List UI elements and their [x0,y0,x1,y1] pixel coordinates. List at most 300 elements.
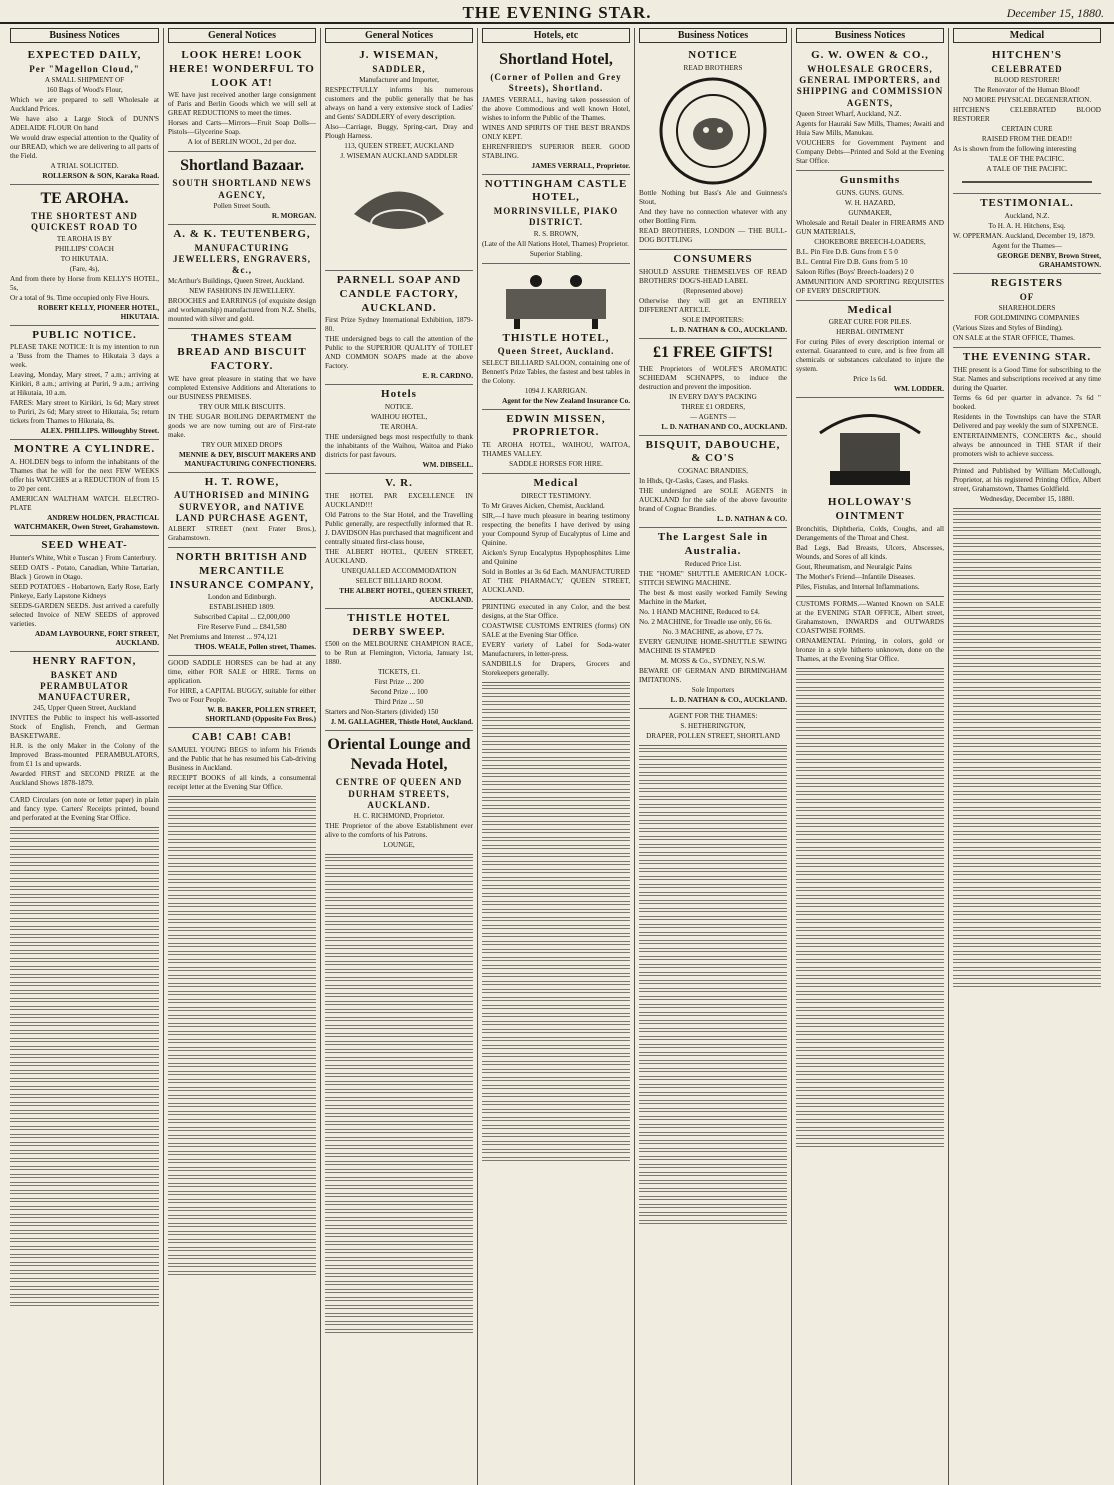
column-header: General Notices [168,28,316,43]
fine-print-texture [10,1190,159,1196]
advertisement [168,473,316,549]
fine-print-texture [325,1217,473,1223]
fine-print-texture [482,941,630,947]
advertisement [482,46,630,175]
ad-text: READ BROTHERS, LONDON — THE BULL-DOG BOTTLING [639,226,787,244]
ad-heading: NORTH BRITISH AND MERCANTILE INSURANCE COMPANY, [169,551,315,591]
advertisement [168,728,316,797]
newspaper-title: THE EVENING STAR. [462,3,652,22]
fine-print-texture [168,1023,316,1029]
fine-print-texture [325,937,473,943]
fine-print-texture [168,1223,316,1229]
fine-print-texture [168,1239,316,1245]
ad-text: We have also a Large Stock of DUNN'S ADELAIDE FLOUR On hand [10,115,159,132]
fine-print-texture [796,791,944,797]
ad-text: ON SALE at the STAR OFFICE, Thames. [953,333,1075,342]
fine-print-texture [796,807,944,813]
fine-print-texture [10,1222,159,1228]
fine-print-texture [953,543,1101,549]
fine-print-texture [639,1084,787,1090]
ad-text: GOOD SADDLE HORSES can be had at any time, either FOR SALE or HIRE. Terms on application. [168,659,316,686]
advertisement [953,194,1101,274]
ad-text: THE present is a Good Time for subscribing to the Star. Names and subscriptions received at any time during the Quarter. [953,365,1101,392]
ad-text: No. 2 MACHINE, for Treadle use only, £6 6s. [639,617,772,626]
column-header: Business Notices [639,28,787,43]
ad-text: TRY OUR MILK BISCUITS. [198,402,286,411]
fine-print-texture [168,1103,316,1109]
fine-print-texture [953,719,1101,725]
fine-print-texture [168,1039,316,1045]
ad-text: R. S. BROWN, [533,229,579,238]
ad-text: SHOULD ASSURE THEMSELVES OF READ BROTHERS' DOG'S-HEAD LABEL [639,267,787,285]
fine-print-texture [953,863,1101,869]
fine-print-texture [639,988,787,994]
advertisement [639,46,787,250]
advertisement [325,731,473,855]
ad-text: 160 Bags of Wood's Flour, [46,86,123,94]
ad-text: Awarded FIRST and SECOND PRIZE at the Auckland Shows 1878-1879. [10,770,159,788]
fine-print-texture [953,911,1101,917]
fine-print-texture [953,735,1101,741]
fine-print-texture [325,921,473,927]
fine-print-texture [168,1175,316,1181]
fine-print-texture [639,1116,787,1122]
fine-print-texture [168,831,316,837]
fine-print-texture [953,575,1101,581]
fine-print-texture [325,1137,473,1143]
ad-text: COASTWISE CUSTOMS ENTRIES (forms) ON SALE at the Evening Star Office. [482,621,630,639]
ad-text: EVERY variety of Label for Soda-water Manufacturers, in letter-press. [482,640,630,658]
fine-print-texture [953,927,1101,933]
fine-print-texture [168,847,316,853]
ad-heading: V. R. [385,477,413,489]
fine-print-texture [482,1077,630,1083]
fine-print-texture [953,959,1101,965]
ad-text: And from there by Horse from KELLY'S HOTEL, 5s, [10,274,159,292]
fine-print-texture [482,1093,630,1099]
ad-heading: THE EVENING STAR. [962,350,1092,363]
fine-print-texture [10,870,159,876]
ad-text: WE have great pleasure in stating that we have completed Extensive Additions and Alterations to our BUSINESS PREMISES. [168,374,316,401]
fine-print-texture [796,863,944,869]
fine-print-texture [325,961,473,967]
fine-print-texture [482,717,630,723]
fine-print-texture [168,1271,316,1277]
fine-print-texture [325,1209,473,1215]
fine-print-texture [639,1044,787,1050]
fine-print-texture [639,780,787,786]
ad-text: The Renovator of the Human Blood! [974,86,1080,94]
fine-print-texture [10,1006,159,1012]
fine-print-texture [953,943,1101,949]
fine-print-texture [10,1110,159,1116]
fine-print-texture [10,1198,159,1204]
ad-text: For curing Piles of every description internal or external. Guaranteed to cure, and is free from all chemicals or substances calculated to injure the system. [796,338,944,374]
advertisement [953,464,1101,509]
fine-print-texture [168,967,316,973]
fine-print-texture [10,838,159,844]
fine-print-texture [639,940,787,946]
fine-print-texture [10,934,159,940]
fine-print-texture [953,831,1101,837]
ad-text: Residents in the Townships can have the STAR Delivered and pay weekly the sum of SIXPENCE. [953,412,1101,430]
fine-print-texture [168,799,316,805]
ad-signature: JAMES VERRALL, Proprietor. [531,161,630,170]
ad-signature: ROLLERSON & SON, Karaka Road. [42,172,159,180]
advertisement [482,175,630,264]
fine-print-texture [639,844,787,850]
fine-print-texture [639,1100,787,1106]
ad-text: NOTICE. [384,403,414,411]
fine-print-texture [953,535,1101,541]
fine-print-texture [482,861,630,867]
ad-text: Or a total of 9s. Time occupied only Five Hours. [10,293,150,302]
fine-print-texture [953,775,1101,781]
ad-heading: The Largest Sale in Australia. [657,531,769,557]
fine-print-texture [482,989,630,995]
ad-text: (Represented above) [683,286,743,295]
billiard-table-icon [496,269,616,329]
fine-print-texture [168,1087,316,1093]
ad-text: UNEQUALLED ACCOMMODATION [341,566,457,575]
ad-signature: L. D. NATHAN & CO., AUCKLAND. [670,695,787,704]
ad-text: First Prize Sydney International Exhibition, 1879-80. [325,316,473,334]
fine-print-texture [796,727,944,733]
fine-print-texture [10,886,159,892]
fine-print-texture [953,759,1101,765]
fine-print-texture [639,996,787,1002]
fine-print-texture [10,926,159,932]
ad-heading: TE AROHA. [40,190,129,207]
fine-print-texture [325,1145,473,1151]
ad-text: Old Patrons to the Star Hotel, and the Travelling Public generally, are respectfully informed that R. J. DAVIDSON Has purchased that magnificent and centrally situated first-class house, [325,510,473,546]
fine-print-texture [168,919,316,925]
fine-print-texture [325,953,473,959]
ad-heading: Hotels [381,388,417,401]
fine-print-texture [482,1117,630,1123]
ad-text: JAMES VERRALL, having taken possession of the above Commodious and well known Hotel, wishes to inform the Public of the Thames. [482,95,630,122]
fine-print-texture [325,1009,473,1015]
fine-print-texture [953,591,1101,597]
ad-text: SADDLE HORSES FOR HIRE. [509,460,603,468]
ad-text: DRAPER, POLLEN STREET, SHORTLAND [646,731,780,740]
fine-print-texture [10,950,159,956]
ad-text: Printed and Published by William McCullough, Proprietor, at his registered Printing Office, Albert street, Grahamstown, Thames Goldfield. [953,466,1101,493]
advertisement [168,329,316,472]
fine-print-texture [953,895,1101,901]
fine-print-texture [639,956,787,962]
fine-print-texture [796,1015,944,1021]
fine-print-texture [639,820,787,826]
fine-print-texture [168,927,316,933]
fine-print-texture [325,1033,473,1039]
fine-print-texture [10,942,159,948]
fine-print-texture [10,1070,159,1076]
ad-text: A. HOLDEN begs to inform the inhabitants of the Thames that he will for the next FEW WEEKS offer his WATCHES at a REDUCTION of from 15 to 20 per cent. [10,458,159,493]
fine-print-texture [796,711,944,717]
ad-text: TRY OUR MIXED DROPS [201,440,283,449]
ad-text: Also—Carriage, Buggy, Spring-cart, Dray and Plough Harness. [325,123,473,140]
ad-text: SHAREHOLDERS [998,303,1056,312]
fine-print-texture [796,1007,944,1013]
fine-print-texture [10,878,159,884]
fine-print-texture [796,687,944,693]
ad-text: Wednesday, December 15, 1880. [979,494,1075,503]
fine-print-texture [953,983,1101,989]
fine-print-texture [796,983,944,989]
fine-print-texture [796,831,944,837]
fine-print-texture [639,1188,787,1194]
fine-print-texture [482,1133,630,1139]
fine-print-texture [482,1013,630,1019]
fine-print-texture [796,743,944,749]
rule-ornament-icon [962,177,1092,187]
fine-print-texture [639,1180,787,1186]
column-3 [320,28,477,1485]
fine-print-texture [168,887,316,893]
fine-print-texture [482,933,630,939]
fine-print-texture [639,1052,787,1058]
ad-text: THE ALBERT HOTEL, QUEEN STREET, AUCKLAND. [325,547,473,565]
advertisement [168,548,316,656]
fine-print-texture [639,948,787,954]
fine-print-texture [482,1069,630,1075]
fine-print-texture [325,865,473,871]
ad-text: TO HIKUTAIA. [60,254,109,263]
fine-print-texture [796,1111,944,1117]
fine-print-texture [639,1172,787,1178]
ad-subheading: SADDLER, [372,63,426,74]
fine-print-texture [953,767,1101,773]
ad-text: THE undersigned begs to call the attention of the Public to the SUPERIOR QUALITY of TOILET AND COMMON SOAPS made at the above Factory. [325,335,473,371]
fine-print-texture [10,1134,159,1140]
fine-print-texture [168,1215,316,1221]
fine-print-texture [10,974,159,980]
fine-print-texture [10,862,159,868]
fine-print-texture [482,1101,630,1107]
fine-print-texture [325,985,473,991]
ad-subheading: BASKET AND PERAMBULATOR MANUFACTURER, [38,669,131,702]
masthead [0,0,1114,24]
column-header: Medical [953,28,1101,43]
ad-text: Horses and Carts—Mirrors—Fruit Soap Dolls—Pistols—Glycerine Soap. [168,119,316,137]
fine-print-texture [639,980,787,986]
fine-print-texture [10,894,159,900]
fine-print-texture [639,1092,787,1098]
ad-text: TE AROHA HOTEL, WAIHOU, WAITOA, THAMES VALLEY. [482,441,630,458]
fine-print-texture [10,1086,159,1092]
fine-print-texture [953,559,1101,565]
fine-print-texture [796,887,944,893]
fine-print-texture [325,1081,473,1087]
ad-text: WAIHOU HOTEL, [370,413,428,421]
fine-print-texture [325,977,473,983]
fine-print-texture [482,965,630,971]
fine-print-texture [10,1230,159,1236]
fine-print-texture [10,982,159,988]
fine-print-texture [482,1157,630,1163]
ad-text: THE undersigned begs most respectfully to thank the inhabitants of the Waihou, Waitoa and Piako districts for past favours. [325,433,473,459]
fine-print-texture [953,799,1101,805]
fine-print-texture [953,671,1101,677]
fine-print-texture [639,836,787,842]
fine-print-texture [482,1061,630,1067]
fine-print-texture [639,908,787,914]
fine-print-texture [796,1063,944,1069]
ad-text: (Late of the All Nations Hotel, Thames) Proprietor. [482,239,629,248]
fine-print-texture [639,924,787,930]
fine-print-texture [796,783,944,789]
ad-text: HERBAL OINTMENT [836,328,904,337]
fine-print-texture [953,679,1101,685]
fine-print-texture [325,1049,473,1055]
advertisement [953,46,1101,194]
fine-print-texture [325,945,473,951]
fine-print-texture [639,1060,787,1066]
bulldog-seal-icon [658,76,768,186]
ad-heading: SEED WHEAT- [41,539,128,551]
ad-text: Sole Importers [691,685,735,694]
fine-print-texture [325,1105,473,1111]
fine-print-texture [325,913,473,919]
fine-print-texture [325,1233,473,1239]
column-7 [948,28,1105,1485]
ad-text: RESPECTFULLY informs his numerous customers and the public generally that he has always on hand a very extensive stock of Ladies' and Gents' SADDLERY of every description. [325,86,473,121]
fine-print-texture [10,1102,159,1108]
ad-text: NO MORE PHYSICAL DEGENERATION. [962,96,1092,104]
fine-print-texture [639,1204,787,1210]
fine-print-texture [796,815,944,821]
fine-print-texture [796,879,944,885]
fine-print-texture [168,1055,316,1061]
fine-print-texture [953,663,1101,669]
fine-print-texture [796,1135,944,1141]
fine-print-texture [325,1313,473,1319]
ad-heading: J. WISEMAN, [359,49,439,61]
fine-print-texture [482,1085,630,1091]
ad-text: GUNS. GUNS. GUNS. [836,188,904,197]
advertisement [10,440,159,536]
fine-print-texture [325,1281,473,1287]
fine-print-texture [639,1068,787,1074]
fine-print-texture [482,1021,630,1027]
advertisement [482,410,630,475]
ad-text: BROOCHES and EARRINGS (of exquisite design and workmanship) manufactured from N.Z. Shells, mounted with silver and gold. [168,297,316,324]
ad-heading: G. W. OWEN & CO., [811,49,929,61]
fine-print-texture [639,772,787,778]
ad-text: THE "HOME" SHUTTLE AMERICAN LOCK-STITCH SEWING MACHINE. [639,569,787,587]
fine-print-texture [796,999,944,1005]
fine-print-texture [10,1118,159,1124]
fine-print-texture [325,1001,473,1007]
advertisement [10,326,159,441]
fine-print-texture [953,703,1101,709]
ad-text: IN EVERY DAY'S PACKING [669,392,757,401]
fine-print-texture [639,1164,787,1170]
ad-text: A TALE OF THE PACIFIC. [986,165,1068,173]
fine-print-texture [325,1177,473,1183]
advertisement [325,609,473,732]
fine-print-texture [325,1273,473,1279]
ad-text: CERTAIN CURE [1001,125,1053,133]
column-6 [791,28,948,1485]
fine-print-texture [796,1079,944,1085]
fine-print-texture [325,1193,473,1199]
advertisement [796,301,944,399]
ad-text: HITCHEN'S CELEBRATED BLOOD RESTORER [953,106,1101,123]
fine-print-texture [168,1031,316,1037]
ad-text: Agents for Hauraki Saw Mills, Thames; Awaiti and Huia Saw Mills, Manukau. [796,119,944,137]
ad-text: SEED POTATOES - Hobartown, Early Rose, Early Pinkeye, Early Lapstone Kidneys [10,582,159,600]
fine-print-texture [639,812,787,818]
fine-print-texture [325,1241,473,1247]
fine-print-texture [10,1046,159,1052]
advertisement [639,528,787,709]
fine-print-texture [325,1153,473,1159]
ad-text: The best & most easily worked Family Sewing Machine in the Market, [639,588,787,606]
fine-print-texture [953,623,1101,629]
fine-print-texture [482,997,630,1003]
ad-heading: £1 FREE GIFTS! [652,343,773,361]
fine-print-texture [325,1225,473,1231]
advertisement [10,652,159,794]
ad-heading: THAMES STEAM BREAD AND BISCUIT FACTORY. [177,332,307,372]
ointment-pot-icon [810,403,930,493]
ad-text: ESTABLISHED 1809. [209,603,275,612]
fine-print-texture [796,759,944,765]
ad-text: THE Proprietors of WOLFE'S AROMATIC SCHIEDAM SCHNAPPS, to induce the destruction and prevent the imposition. [639,364,787,391]
fine-print-texture [953,879,1101,885]
fine-print-texture [639,860,787,866]
fine-print-texture [796,1127,944,1133]
fine-print-texture [325,1057,473,1063]
fine-print-texture [10,966,159,972]
fine-print-texture [953,871,1101,877]
fine-print-texture [325,873,473,879]
ad-heading: Oriental Lounge and Nevada Hotel, [327,736,471,774]
fine-print-texture [10,1294,159,1300]
fine-print-texture [10,910,159,916]
ad-text: In Hhds, Qr-Casks, Cases, and Flasks. [639,477,749,485]
fine-print-texture [168,1247,316,1253]
ad-text: PRINTING executed in any Color, and the best designs, at the Star Office. [482,602,630,620]
fine-print-texture [168,823,316,829]
ad-text: Piles, Fistulas, and Internal Inflammations. [796,582,920,591]
fine-print-texture [168,1119,316,1125]
fine-print-texture [325,1129,473,1135]
fine-print-texture [168,975,316,981]
fine-print-texture [796,1071,944,1077]
fine-print-texture [168,871,316,877]
ad-text: THREE £1 ORDERS, [680,402,746,411]
ad-signature: ROBERT KELLY, PIONEER HOTEL, HIKUTAIA. [37,303,159,321]
fine-print-texture [639,828,787,834]
column-header: General Notices [325,28,473,43]
advertisement [953,274,1101,348]
fine-print-texture [796,719,944,725]
advertisement [10,46,159,185]
advertisement [168,152,316,225]
fine-print-texture [325,1201,473,1207]
ad-text: THE HOTEL PAR EXCELLENCE IN AUCKLAND!!! [325,491,473,509]
fine-print-texture [168,863,316,869]
ad-signature: R. MORGAN. [271,211,316,220]
fine-print-texture [953,687,1101,693]
fine-print-texture [168,1167,316,1173]
fine-print-texture [10,1142,159,1148]
fine-print-texture [639,1076,787,1082]
ad-text: ENTERTAINMENTS, CONCERTS &c., should always be announced in THE STAR if their promoters wish to achieve success. [953,431,1101,458]
